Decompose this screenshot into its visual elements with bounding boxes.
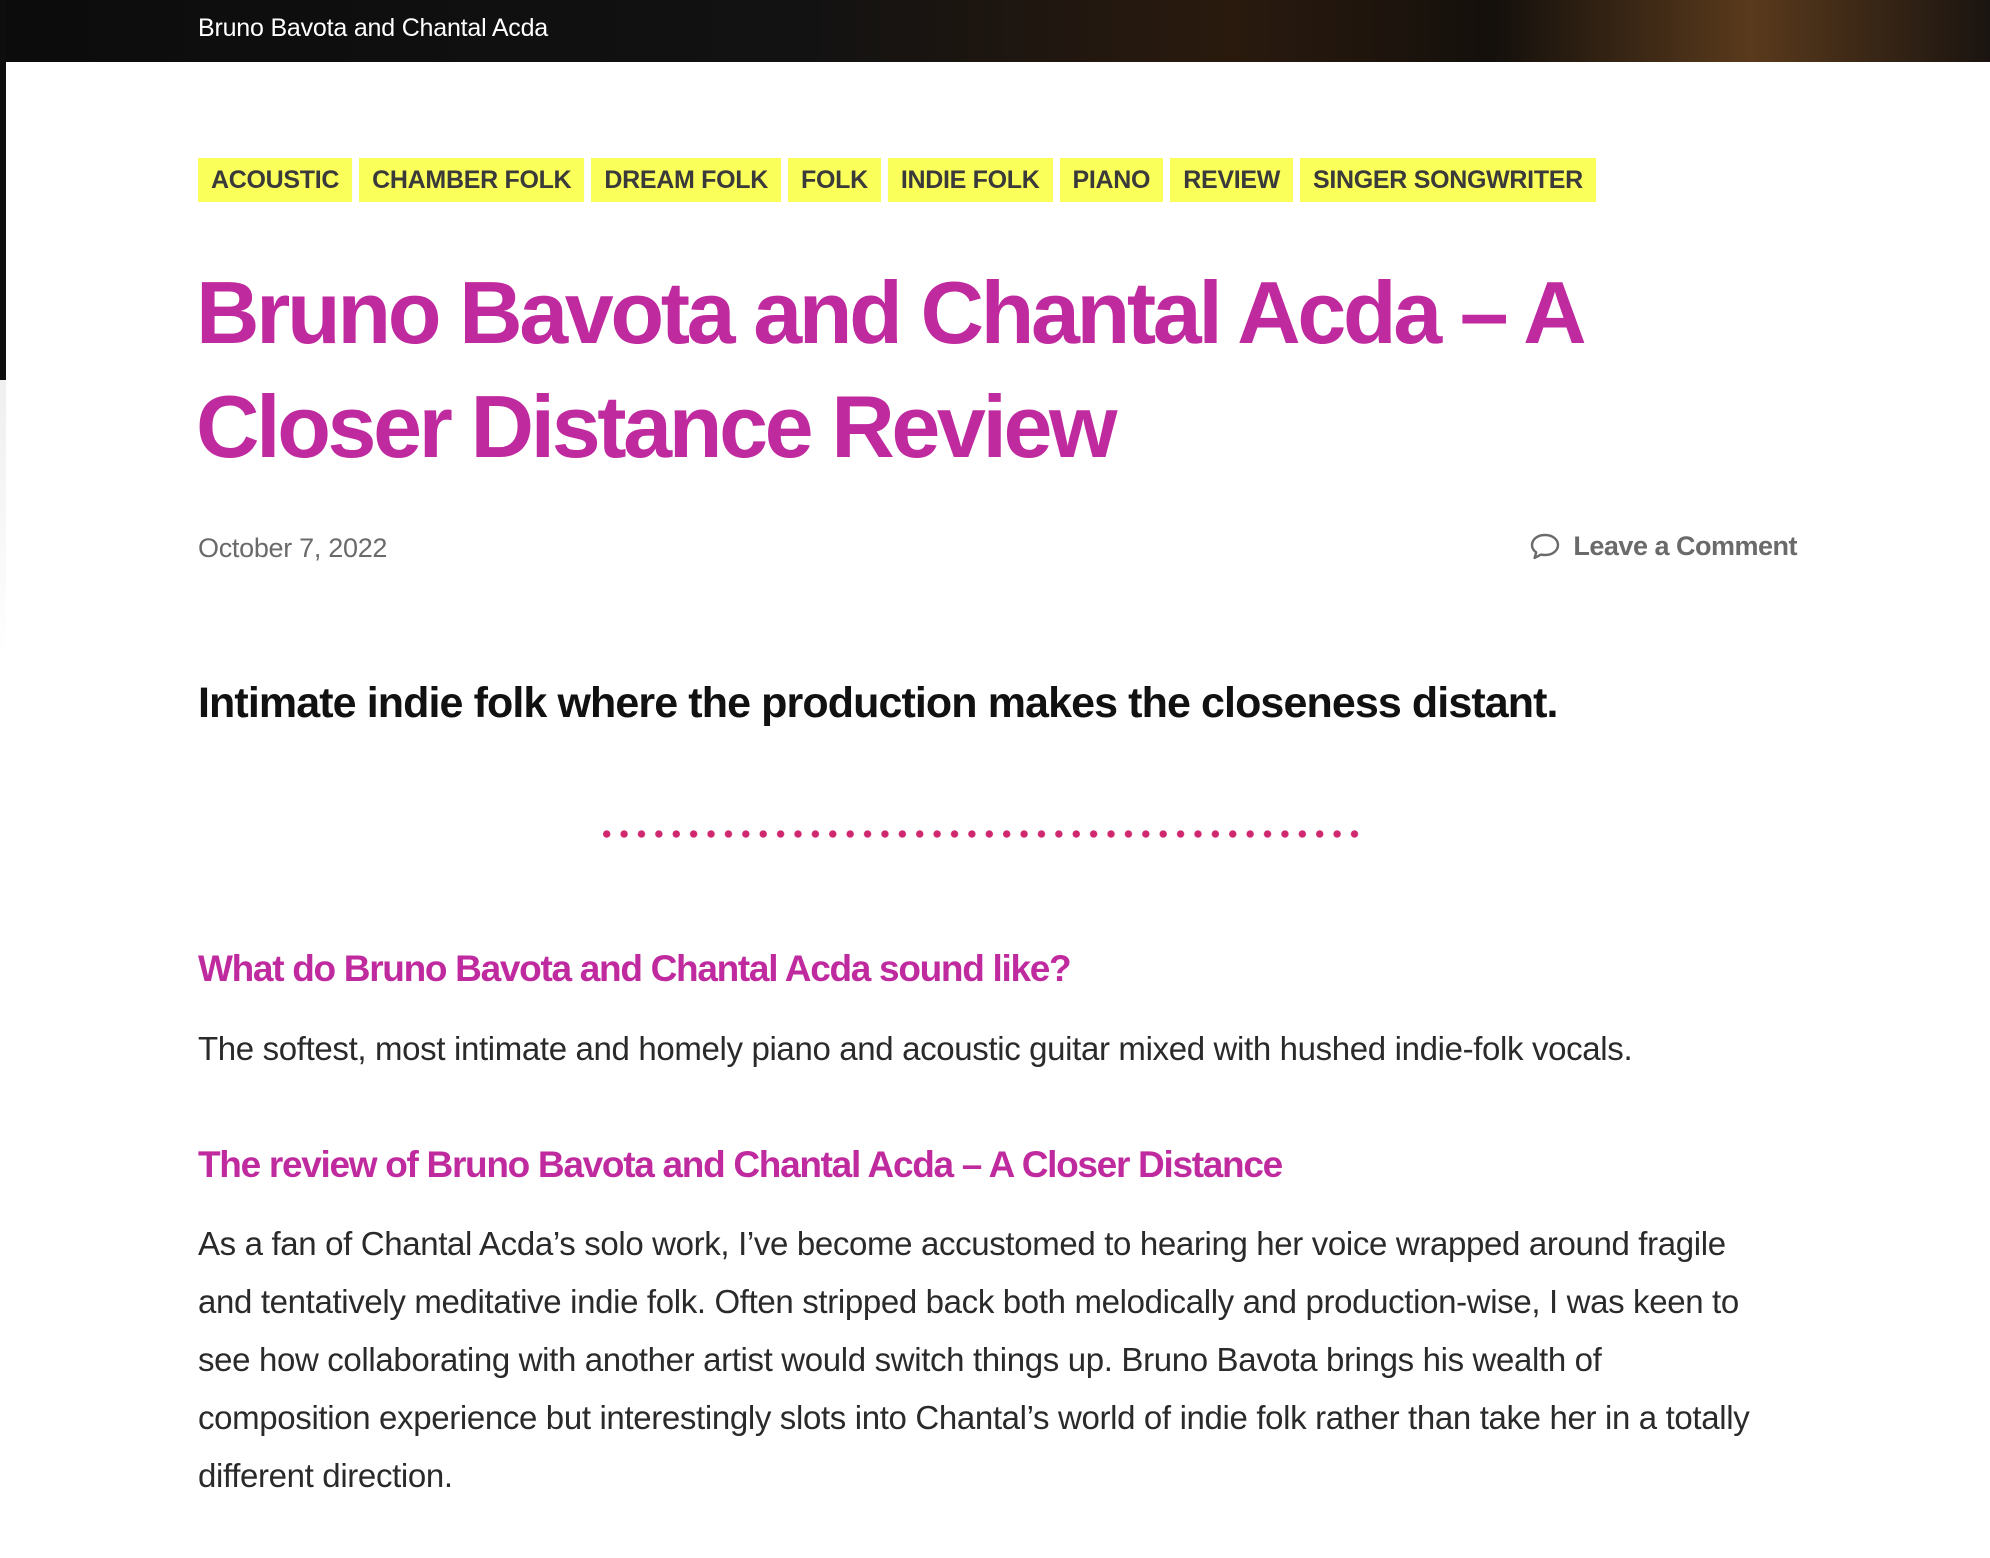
site-title-link[interactable]: Bruno Bavota and Chantal Acda xyxy=(198,14,549,42)
leave-comment-link[interactable] xyxy=(1529,528,1797,564)
section-heading-review: The review of Bruno Bavota and Chantal Acda – A Closer Distance xyxy=(198,1144,1282,1185)
site-header xyxy=(0,0,1990,62)
tag-review[interactable]: REVIEW xyxy=(1170,158,1293,202)
category-tags xyxy=(198,158,1596,202)
post-date: October 7, 2022 xyxy=(198,533,388,563)
post-title: Bruno Bavota and Chantal Acda – A Closer Distance Review xyxy=(196,263,1581,476)
tag-folk[interactable]: FOLK xyxy=(788,158,881,202)
post-lede: Intimate indie folk where the production makes the closeness distant. xyxy=(198,679,1558,727)
section-heading-sound: What do Bruno Bavota and Chantal Acda sound like? xyxy=(198,948,1071,989)
section-body-review: As a fan of Chantal Acda’s solo work, I’ve become accustomed to hearing her voice wrapped around fragile and tentatively meditative indie folk. Often stripped back both melodically and production-wise, I was keen to see how collaborating with another artist would switch things up. Bruno Bavota brings his wealth of composition experience but interestingly slots into Chantal’s world of indie folk rather than take her in a totally different direction. xyxy=(198,1225,1750,1494)
tag-chamber-folk[interactable]: CHAMBER FOLK xyxy=(359,158,584,202)
tag-indie-folk[interactable]: INDIE FOLK xyxy=(888,158,1053,202)
tag-singer-songwriter[interactable]: SINGER SONGWRITER xyxy=(1300,158,1596,202)
speech-bubble-icon xyxy=(1529,530,1561,562)
tag-piano[interactable]: PIANO xyxy=(1060,158,1164,202)
tag-acoustic[interactable]: ACOUSTIC xyxy=(198,158,352,202)
section-body-sound: The softest, most intimate and homely piano and acoustic guitar mixed with hushed indie-folk vocals. xyxy=(198,1030,1633,1067)
dotted-divider xyxy=(598,830,1364,838)
tag-dream-folk[interactable]: DREAM FOLK xyxy=(591,158,781,202)
leave-comment-label: Leave a Comment xyxy=(1573,531,1797,561)
